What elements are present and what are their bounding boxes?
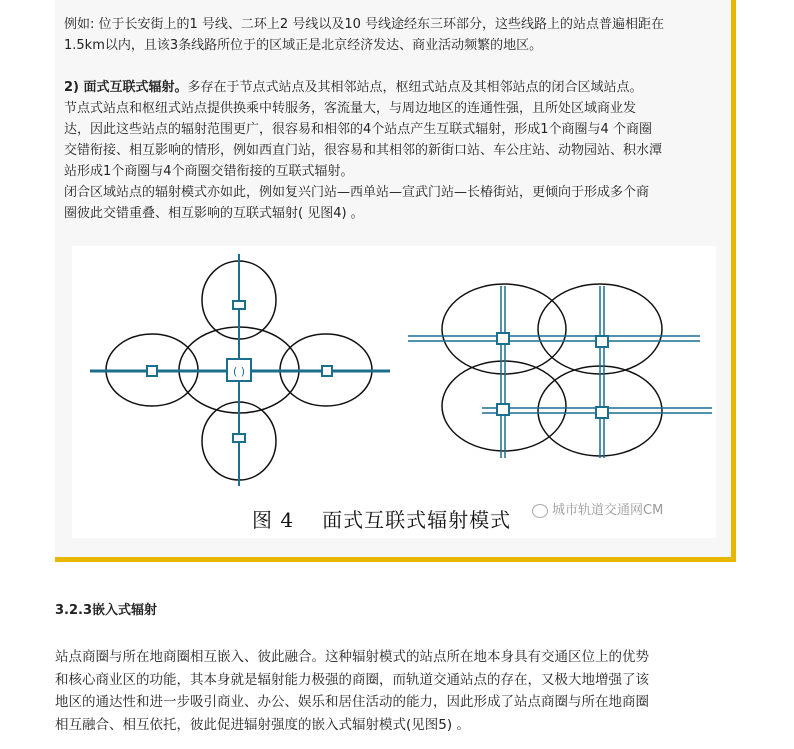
watermark bbox=[532, 499, 663, 518]
station-left bbox=[147, 366, 157, 376]
station-top bbox=[233, 301, 245, 309]
station-g4 bbox=[596, 407, 608, 418]
section2-line: 交错衔接、相互影响的情形，例如西直门站，很容易和其相邻的新街口站、车公庄站、动物园站、积水潭 bbox=[64, 143, 663, 158]
section2-heading: 2) 面式互联式辐射。 bbox=[64, 80, 188, 95]
body-line: 地区的通达性和进一步吸引商业、办公、娱乐和居住活动的能力，因此形成了站点商圈与所在地商圈 bbox=[55, 694, 649, 710]
grid-stations bbox=[497, 333, 608, 418]
figure-4 bbox=[72, 246, 716, 538]
caption-text: 面式互联式辐射模式 bbox=[322, 508, 512, 532]
body-line: 和核心商业区的功能，其本身就是辐射能力极强的商圈，而轨道交通站点的存在，又极大地增强了该 bbox=[55, 671, 649, 688]
section-title: 3.2.3嵌入式辐射 bbox=[55, 603, 158, 618]
section2-line: 圈彼此交错重叠、相互影响的互联式辐射( 见图4) 。 bbox=[64, 206, 364, 221]
station-g1 bbox=[497, 333, 509, 344]
station-right bbox=[322, 366, 332, 376]
body-line: 相互融合、相互依托，彼此促进辐射强度的嵌入式辐射模式(见图5) 。 bbox=[55, 716, 470, 733]
section2-line: 节点式站点和枢纽式站点提供换乘中转服务，客流量大，与周边地区的连通性强，且所处区域商业发 bbox=[64, 101, 637, 116]
section2-line: 多存在于节点式站点及其相邻站点，枢纽式站点及其相邻站点的闭合区域站点。 bbox=[187, 80, 643, 95]
section2-line: 达，因此这些站点的辐射范围更广，很容易和相邻的4个站点产生互联式辐射，形成1个商圈与4 个商圈 bbox=[64, 122, 652, 137]
station-bottom bbox=[233, 434, 245, 442]
center-symbol: ( ) bbox=[232, 365, 246, 378]
quote-content bbox=[64, 14, 728, 224]
wechat-icon bbox=[532, 504, 548, 518]
quote-line: 例如: 位于长安街上的1 号线、二环上2 号线以及10 号线途经东三环部分，这些线路上的站点普遍相距在 bbox=[64, 17, 664, 32]
section-body bbox=[55, 646, 745, 736]
quote-card bbox=[55, 0, 736, 562]
watermark-text: 城市轨道交通网CM bbox=[552, 503, 664, 518]
section2-line: 闭合区域站点的辐射模式亦如此，例如复兴门站—西单站—宣武门站—长椿街站，更倾向于形成多个商 bbox=[64, 185, 650, 200]
station-g3 bbox=[497, 404, 509, 415]
grid-pattern-diagram bbox=[442, 284, 662, 456]
section2-paragraph bbox=[64, 77, 728, 98]
radiation-diagram bbox=[72, 246, 716, 538]
quote-line: 1.5km以内，且该3条线路所位于的区域正是北京经济发达、商业活动频繁的地区。 bbox=[64, 38, 543, 53]
caption-number: 图 4 bbox=[252, 508, 295, 532]
station-g2 bbox=[596, 336, 608, 347]
figure-caption bbox=[252, 504, 511, 533]
body-line: 站点商圈与所在地商圈相互嵌入、彼此融合。这种辐射模式的站点所在地本身具有交通区位上的优势 bbox=[55, 649, 649, 665]
section2-line: 站形成1个商圈与4个商圈交错衔接的互联式辐射。 bbox=[64, 164, 354, 179]
